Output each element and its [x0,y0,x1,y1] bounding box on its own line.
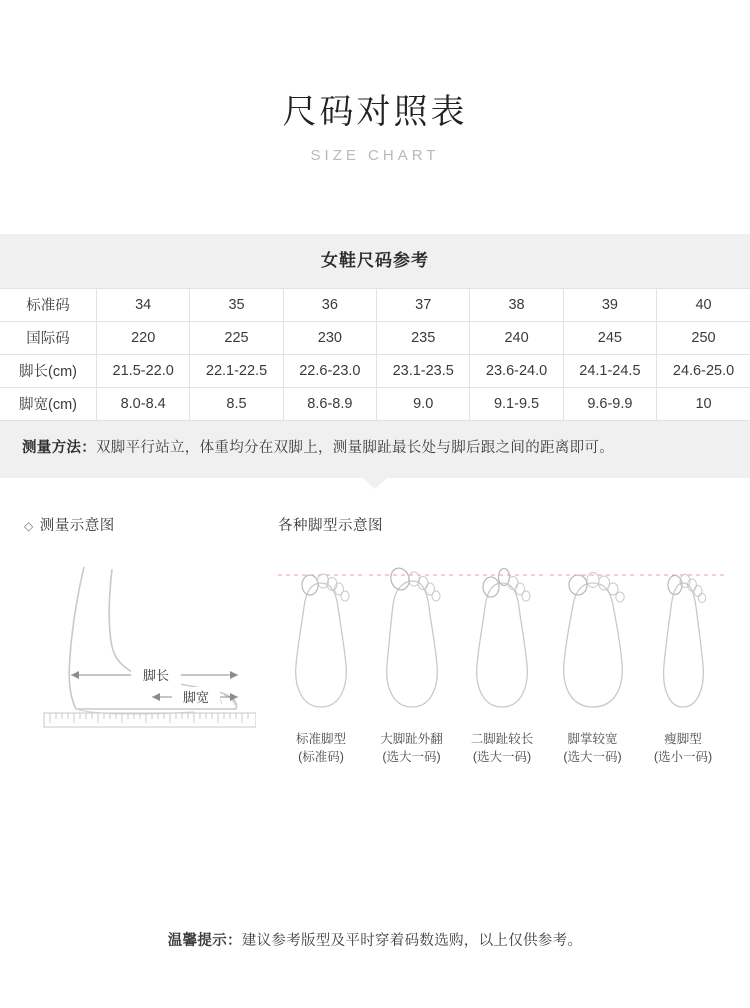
table-row [0,387,750,420]
table-cell: 9.0 [377,387,470,420]
foot-type-advice: (标准码) [298,749,344,764]
foot-type-item [278,557,364,766]
table-cell: 9.1-9.5 [470,387,563,420]
table-cell: 37 [377,288,470,321]
table-cell: 10 [657,387,750,420]
page-header [0,0,750,164]
table-cell: 35 [190,288,283,321]
table-cell: 9.6-9.9 [563,387,656,420]
foot-type-item [550,557,636,766]
diamond-icon: ◇ [24,518,34,533]
foot-length-label: 脚长 [142,667,170,683]
table-row [0,354,750,387]
row-label: 标准码 [0,288,97,321]
table-cell: 22.1-22.5 [190,354,283,387]
page-title: 尺码对照表 [282,93,468,131]
ruler-icon [44,713,256,727]
foot-type-name: 瘦脚型 [664,731,702,746]
table-cell: 230 [283,321,376,354]
foot-bunion-icon [369,557,455,717]
footer-tip [0,929,750,950]
footer-tip-text: 建议参考版型及平时穿着码数选购，以上仅供参考。 [241,933,583,949]
foot-type-advice: (选大一码) [472,749,532,764]
foot-type-name: 标准脚型 [295,731,346,746]
foot-type-name: 脚掌较宽 [567,731,618,746]
foot-long-second-toe-icon [459,557,545,717]
foot-type-name: 二脚趾较长 [470,731,534,746]
table-row [0,321,750,354]
foot-type-advice: (选大一码) [563,749,622,764]
table-cell: 22.6-23.0 [283,354,376,387]
foot-type-item [640,557,726,766]
table-cell: 8.6-8.9 [283,387,376,420]
table-cell: 220 [97,321,190,354]
table-cell: 24.1-24.5 [563,354,656,387]
foot-types-row [278,557,726,766]
table-cell: 8.5 [190,387,283,420]
table-cell: 36 [283,288,376,321]
table-cell: 23.6-24.0 [470,354,563,387]
measurement-diagram-title [24,514,256,535]
foot-side-illustration [24,557,256,747]
row-label: 脚宽(cm) [0,387,97,420]
row-label: 国际码 [0,321,97,354]
foot-standard-icon [278,557,364,717]
row-label: 脚长(cm) [0,354,97,387]
table-cell: 240 [470,321,563,354]
foot-narrow-icon [640,557,726,717]
table-row [0,288,750,321]
diagrams-section [0,514,750,766]
table-cell: 245 [563,321,656,354]
table-cell: 250 [657,321,750,354]
foot-type-advice: (选小一码) [653,749,713,764]
page-subtitle: SIZE CHART [310,146,440,164]
size-table-block [0,234,750,421]
foot-type-label [550,730,636,766]
foot-wide-icon [550,557,636,717]
foot-type-label [459,730,545,766]
table-cell: 225 [190,321,283,354]
foot-type-label [278,730,364,766]
measurement-note [0,421,750,478]
footer-tip-label: 温馨提示： [167,933,242,949]
foot-type-label [640,730,726,766]
table-cell: 40 [657,288,750,321]
foot-type-item [369,557,455,766]
foot-type-item [459,557,545,766]
table-cell: 8.0-8.4 [97,387,190,420]
table-cell: 23.1-23.5 [377,354,470,387]
measurement-diagram [24,514,256,766]
table-cell: 235 [377,321,470,354]
measurement-note-label: 测量方法： [22,439,96,456]
foot-type-label [369,730,455,766]
foot-types-diagram [256,514,726,766]
table-cell: 39 [563,288,656,321]
table-cell: 38 [470,288,563,321]
size-table [0,288,750,421]
table-cell: 24.6-25.0 [657,354,750,387]
foot-type-name: 大脚趾外翻 [380,731,443,746]
table-caption: 女鞋尺码参考 [0,234,750,288]
foot-type-advice: (选大一码) [382,749,441,764]
table-cell: 21.5-22.0 [97,354,190,387]
table-cell: 34 [97,288,190,321]
measurement-diagram-title-text: 测量示意图 [39,517,115,534]
measurement-note-text: 双脚平行站立，体重均分在双脚上，测量脚趾最长处与脚后跟之间的距离即可。 [96,439,614,456]
note-arrow-icon [363,478,387,489]
foot-types-title: 各种脚型示意图 [278,517,383,534]
foot-width-label: 脚宽 [182,689,210,705]
